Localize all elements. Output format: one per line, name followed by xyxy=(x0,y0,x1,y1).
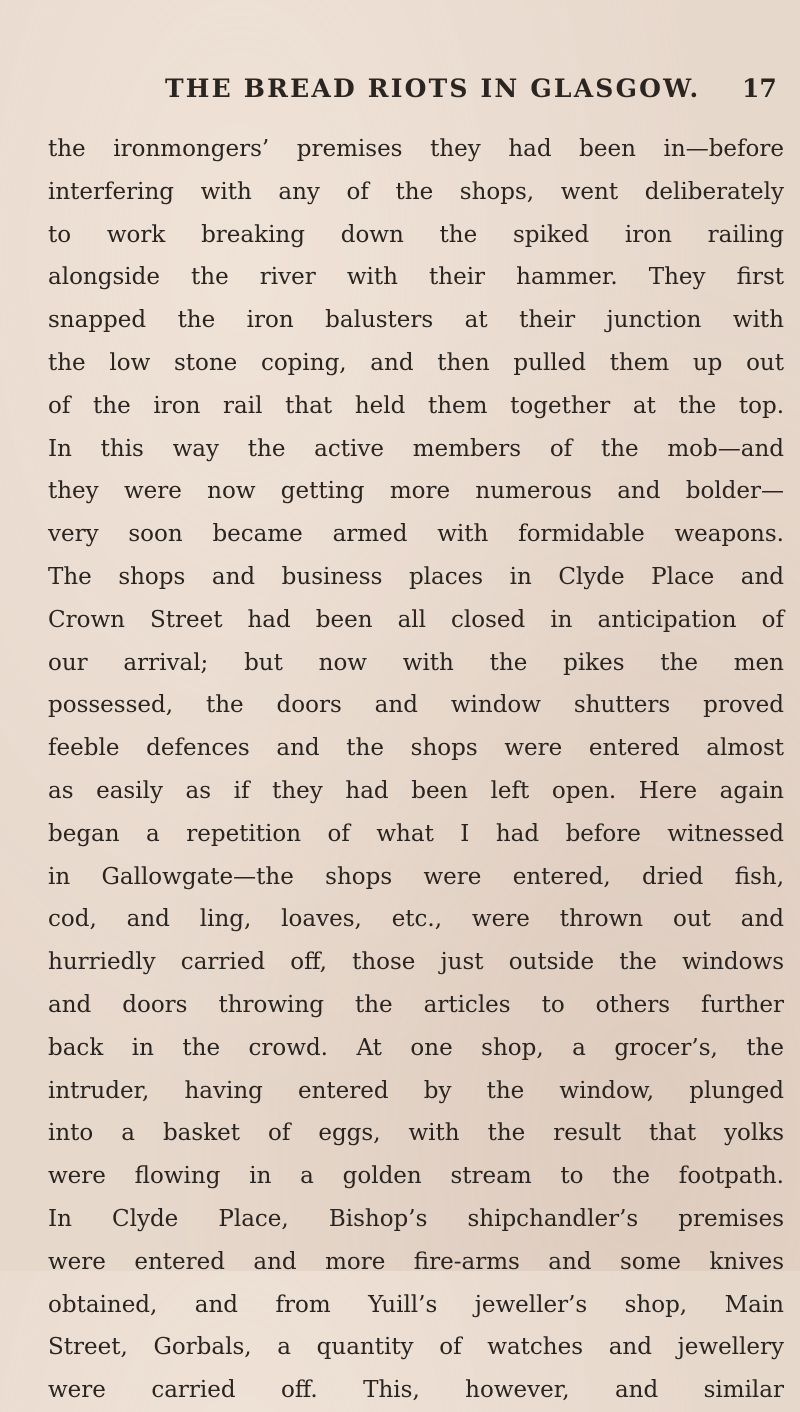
text-line: very soon became armed with formidable weapons. xyxy=(48,521,784,548)
text-line: of the iron rail that held them together at the top. xyxy=(48,392,784,419)
text-line: the low stone coping, and then pulled them up out xyxy=(48,349,784,376)
running-title: THE BREAD RIOTS IN GLASGOW. xyxy=(165,74,701,103)
page-number: 17 xyxy=(742,74,777,103)
text-line: the ironmongers’ premises they had been in—before xyxy=(48,136,784,162)
text-line: were entered and more fire-arms and some knives xyxy=(48,1248,784,1275)
text-line: began a repetition of what I had before witnessed xyxy=(48,820,784,847)
text-line: cod, and ling, loaves, etc., were thrown out and xyxy=(48,906,784,933)
text-line: in Gallowgate—the shops were entered, dried fish, xyxy=(48,863,784,890)
text-line: feeble defences and the shops were entered almost xyxy=(48,735,784,762)
text-line: intruder, having entered by the window, plunged xyxy=(48,1077,784,1104)
text-line: In Clyde Place, Bishop’s shipchandler’s premises xyxy=(48,1205,784,1232)
text-line: snapped the iron balusters at their junction with xyxy=(48,307,784,334)
running-head xyxy=(0,74,800,114)
text-line: were carried off. This, however, and similar xyxy=(48,1377,784,1404)
text-line: Crown Street had been all closed in anticipation of xyxy=(48,606,784,633)
text-line: Street, Gorbals, a quantity of watches and jewellery xyxy=(48,1334,784,1361)
text-line: they were now getting more numerous and bolder— xyxy=(48,478,784,505)
text-line: hurriedly carried off, those just outside the windows xyxy=(48,949,784,976)
text-line: into a basket of eggs, with the result that yolks xyxy=(48,1120,784,1147)
text-line: possessed, the doors and window shutters proved xyxy=(48,692,784,719)
body-text xyxy=(48,128,784,1412)
text-line: our arrival; but now with the pikes the men xyxy=(48,649,784,676)
text-line: were flowing in a golden stream to the footpath. xyxy=(48,1163,784,1190)
text-line: as easily as if they had been left open. Here again xyxy=(48,777,784,804)
text-line: alongside the river with their hammer. They first xyxy=(48,264,784,291)
text-line: The shops and business places in Clyde Place and xyxy=(48,563,784,590)
text-line: to work breaking down the spiked iron railing xyxy=(48,221,784,248)
text-line: interfering with any of the shops, went deliberately xyxy=(48,178,784,205)
text-line: obtained, and from Yuill’s jeweller’s shop, Main xyxy=(48,1291,784,1318)
text-line: back in the crowd. At one shop, a grocer’s, the xyxy=(48,1034,784,1061)
text-line: and doors throwing the articles to others further xyxy=(48,991,784,1018)
text-line: In this way the active members of the mob—and xyxy=(48,435,784,462)
